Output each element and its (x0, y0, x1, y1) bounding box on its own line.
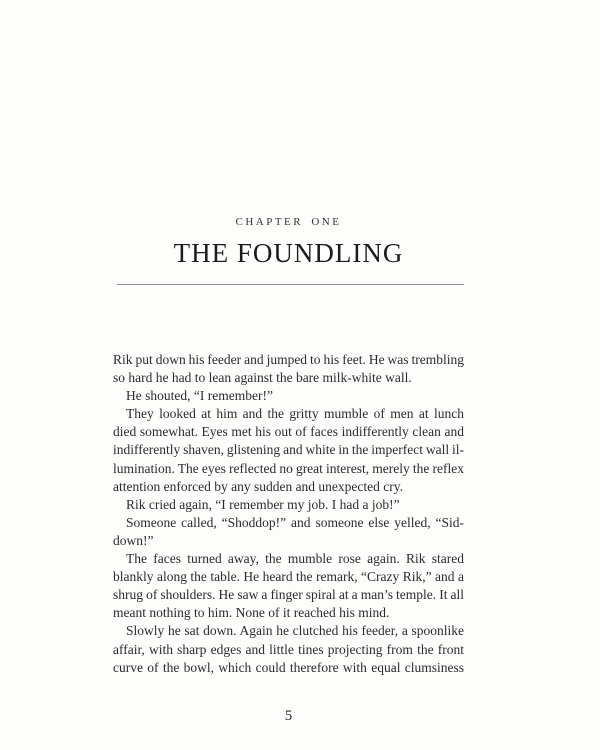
text-line-content: meant nothing to him. None of it reached his mind. (113, 605, 390, 621)
text-line (113, 604, 464, 622)
text-line-content: Slowly he sat down. Again he clutched his feeder, a spoonlike (126, 623, 465, 639)
chapter-label: CHAPTER ONE (235, 216, 342, 228)
text-line (113, 441, 464, 459)
text-line (113, 586, 464, 604)
text-line (113, 405, 464, 423)
text-line-content: Rik put down his feeder and jumped to his feet. He was trembling (113, 352, 464, 367)
text-line (113, 351, 464, 369)
text-line-content: They looked at him and the gritty mumble of men at lunch (126, 406, 464, 422)
text-line (113, 622, 464, 640)
chapter-title: THE FOUNDLING (173, 238, 404, 268)
text-line (113, 641, 464, 659)
text-line (113, 369, 464, 387)
body-text (113, 351, 464, 677)
text-line-content: attention enforced by any sudden and unexpected cry. (113, 478, 404, 494)
text-line-content: He shouted, “I remember!” (126, 388, 273, 404)
text-line-content: blankly along the table. He heard the remark, “Crazy Rik,” and a (113, 569, 464, 585)
text-line-content: Rik cried again, “I remember my job. I had a job!” (126, 496, 400, 512)
text-line-content: so hard he had to lean against the bare milk-white wall. (113, 370, 412, 386)
text-line (113, 423, 464, 441)
text-line (113, 496, 464, 514)
title-rule (117, 284, 464, 285)
text-line (113, 478, 464, 496)
text-line (113, 460, 464, 478)
text-line-content: curve of the bowl, which could therefore with equal clumsiness (113, 659, 465, 675)
text-line (113, 387, 464, 405)
text-line-content: indifferently shaven, glistening and white in the imperfect wall il- (113, 442, 465, 458)
text-line-content: Someone called, “Shoddop!” and someone else yelled, “Sid- (126, 514, 464, 530)
page-number: 5 (284, 708, 293, 724)
text-line (113, 659, 464, 677)
text-line-content: The faces turned away, the mumble rose again. Rik stared (126, 551, 464, 567)
text-line-content: died somewhat. Eyes met his out of faces indifferently clean and (113, 424, 464, 440)
text-line (113, 514, 464, 532)
text-line (113, 550, 464, 568)
text-line-content: shrug of shoulders. He saw a finger spiral at a man’s temple. It all (113, 587, 464, 603)
text-line (113, 568, 464, 586)
text-line (113, 532, 464, 550)
text-line-content: affair, with sharp edges and little tines projecting from the front (113, 641, 464, 657)
text-line-content: down!” (113, 532, 154, 548)
text-line-content: lumination. The eyes reflected no great interest, merely the reflex (113, 460, 464, 476)
